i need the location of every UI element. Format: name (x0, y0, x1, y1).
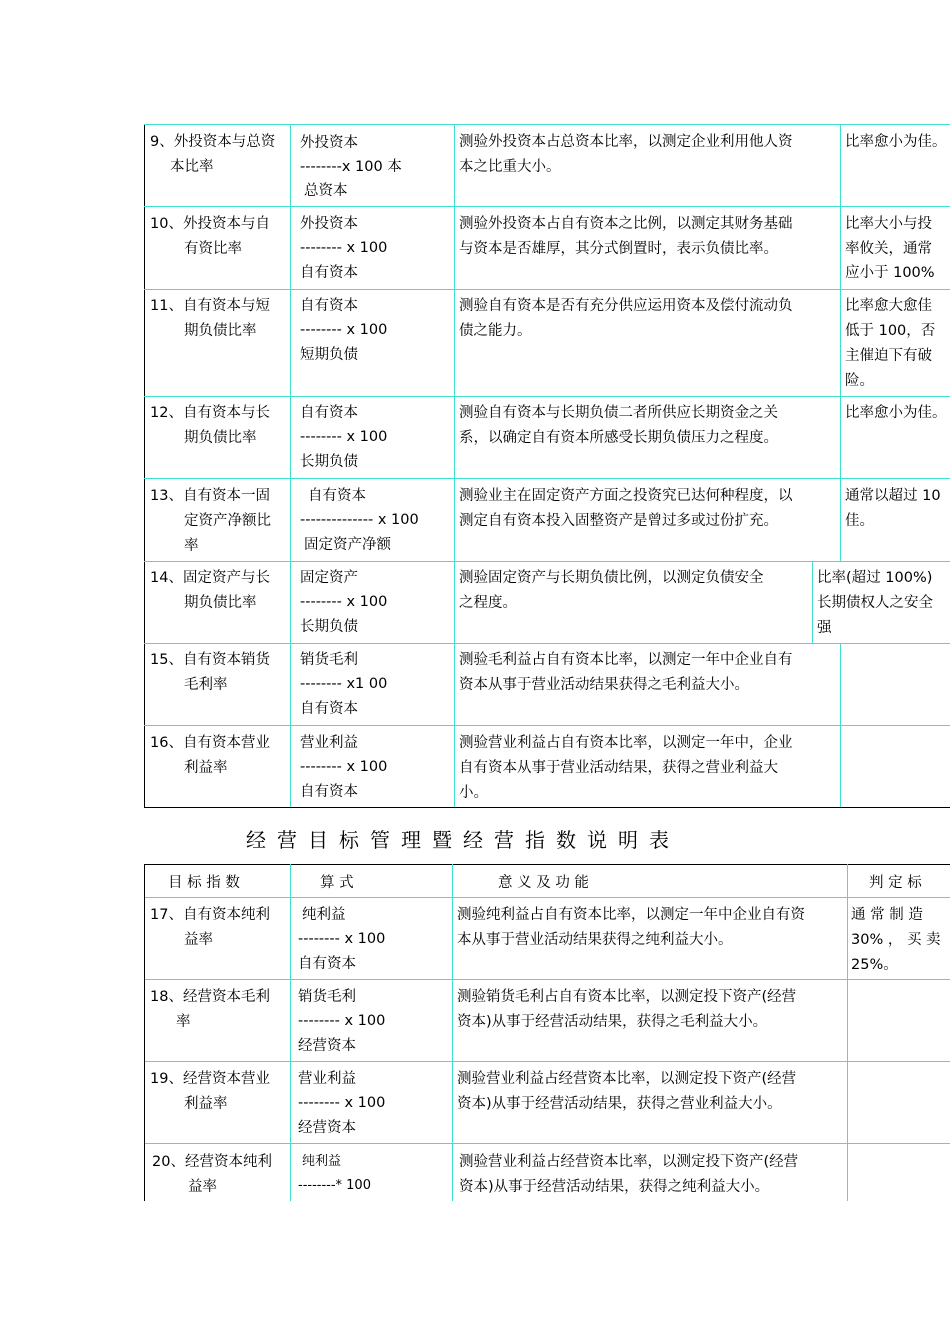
meaning-text: 债之能力。 (459, 323, 532, 339)
meaning-text: 资本)从事于经营活动结果，获得之纯利益大小。 (459, 1179, 770, 1195)
index-name: 18、经营资本毛利 (150, 989, 270, 1005)
meaning-text: 之程度。 (459, 595, 517, 611)
index-name: 20、经营资本纯利 (152, 1154, 272, 1170)
index-name: 10、外投资本与自 (150, 216, 270, 232)
formula-numerator: 自有资本 (300, 298, 358, 314)
meaning-text: 测验毛利益占自有资本比率，以测定一年中企业自有 (459, 652, 793, 668)
judgement-text: 30% ， 买 卖 (851, 932, 941, 948)
judgement-text: 比率(超过 100%) (817, 570, 933, 586)
formula-numerator: 纯利益 (302, 907, 346, 923)
index-name: 定资产净额比 (184, 513, 271, 529)
judgement-text: 比率大小与投 (845, 216, 932, 232)
formula-numerator: 纯利益 (302, 1154, 342, 1169)
formula-line: -------- x 100 (298, 1013, 386, 1029)
formula-denominator: 短期负债 (300, 347, 358, 363)
formula-line: -------- x 100 (300, 594, 388, 610)
formula-denominator: 经营资本 (298, 1038, 356, 1054)
index-name: 11、自有资本与短 (150, 298, 270, 314)
judgement-text: 通常以超过 10 (845, 488, 941, 504)
judgement-text: 强 (817, 620, 832, 636)
formula-line: --------* 100 (298, 1178, 371, 1193)
index-name: 益率 (184, 932, 213, 948)
meaning-text: 测验外投资本占自有资本之比例，以测定其财务基础 (459, 216, 793, 232)
formula-denominator: 总资本 (304, 183, 348, 199)
formula-line: --------x 100 本 (300, 159, 402, 175)
formula-numerator: 外投资本 (300, 135, 358, 151)
index-name: 期负债比率 (184, 323, 257, 339)
formula-denominator: 经营资本 (298, 1120, 356, 1136)
index-name: 毛利率 (184, 677, 228, 693)
meaning-text: 系，以确定自有资本所感受长期负债压力之程度。 (459, 430, 778, 446)
page-title: 经营目标管理暨经营指数说明表 (246, 828, 680, 852)
judgement-text: 险。 (845, 373, 874, 389)
formula-numerator: 营业利益 (300, 735, 358, 751)
index-name: 12、自有资本与长 (150, 405, 270, 421)
meaning-text: 测验自有资本是否有充分供应运用资本及偿付流动负 (459, 298, 793, 314)
formula-line: -------- x 100 (298, 1095, 386, 1111)
formula-line: -------------- x 100 (300, 512, 419, 528)
meaning-text: 自有资本从事于营业活动结果，获得之营业利益大 (459, 760, 778, 776)
meaning-text: 测验自有资本与长期负债二者所供应长期资金之关 (459, 405, 778, 421)
header-judgement: 判 定 标 (869, 875, 922, 891)
header-index: 目 标 指 数 (168, 875, 240, 891)
formula-denominator: 自有资本 (300, 784, 358, 800)
index-name: 16、自有资本营业 (150, 735, 270, 751)
formula-denominator: 长期负债 (300, 619, 358, 635)
meaning-text: 本从事于营业活动结果获得之纯利益大小。 (457, 932, 733, 948)
index-name: 利益率 (184, 760, 228, 776)
index-name: 利益率 (184, 1096, 228, 1112)
formula-line: -------- x 100 (298, 931, 386, 947)
index-name: 期负债比率 (184, 595, 257, 611)
index-name: 19、经营资本营业 (150, 1071, 270, 1087)
meaning-text: 与资本是否雄厚，其分式倒置时，表示负债比率。 (459, 241, 778, 257)
index-name: 率 (176, 1014, 191, 1030)
formula-numerator: 销货毛利 (300, 652, 358, 668)
meaning-text: 测验营业利益占经营资本比率，以测定投下资产(经营 (457, 1071, 797, 1087)
formula-numerator: 营业利益 (298, 1071, 356, 1087)
formula-numerator: 自有资本 (308, 488, 366, 504)
formula-numerator: 自有资本 (300, 405, 358, 421)
judgement-text: 佳。 (845, 513, 874, 529)
judgement-text: 比率愈小为佳。 (845, 134, 947, 150)
judgement-text: 长期债权人之安全 (817, 595, 933, 611)
judgement-text: 通 常 制 造 (851, 907, 923, 923)
formula-denominator: 自有资本 (300, 701, 358, 717)
formula-numerator: 固定资产 (300, 570, 358, 586)
formula-denominator: 自有资本 (300, 265, 358, 281)
index-name: 9、外投资本与总资 (150, 134, 276, 150)
meaning-text: 测验销货毛利占自有资本比率，以测定投下资产(经营 (457, 989, 797, 1005)
meaning-text: 测验纯利益占自有资本比率，以测定一年中企业自有资 (457, 907, 805, 923)
formula-line: -------- x 100 (300, 322, 388, 338)
formula-numerator: 外投资本 (300, 216, 358, 232)
judgement-text: 比率愈大愈佳 (845, 298, 932, 314)
formula-denominator: 固定资产净额 (304, 537, 391, 553)
index-name: 17、自有资本纯利 (150, 907, 270, 923)
formula-line: -------- x 100 (300, 240, 388, 256)
meaning-text: 测验营业利益占经营资本比率，以测定投下资产(经营 (459, 1154, 799, 1170)
header-meaning: 意 义 及 功 能 (498, 875, 589, 891)
formula-line: -------- x 100 (300, 759, 388, 775)
index-name: 率 (184, 538, 199, 554)
meaning-text: 测验固定资产与长期负债比例，以测定负债安全 (459, 570, 764, 586)
meaning-text: 资本)从事于经营活动结果，获得之毛利益大小。 (457, 1014, 768, 1030)
meaning-text: 测验业主在固定资产方面之投资究已达何种程度，以 (459, 488, 793, 504)
judgement-text: 低于 100，否 (845, 323, 936, 339)
judgement-text: 率攸关，通常 (845, 241, 932, 257)
judgement-text: 25%。 (851, 957, 898, 973)
meaning-text: 资本从事于营业活动结果获得之毛利益大小。 (459, 677, 749, 693)
index-name: 益率 (188, 1179, 217, 1195)
header-formula: 算 式 (320, 875, 354, 891)
meaning-text: 本之比重大小。 (459, 159, 561, 175)
meaning-text: 测验外投资本占总资本比率，以测定企业利用他人资 (459, 134, 793, 150)
index-name: 15、自有资本销货 (150, 652, 270, 668)
formula-numerator: 销货毛利 (298, 989, 356, 1005)
meaning-text: 测验营业利益占自有资本比率，以测定一年中，企业 (459, 735, 793, 751)
index-name: 13、自有资本一固 (150, 488, 270, 504)
meaning-text: 小。 (459, 785, 488, 801)
judgement-text: 比率愈小为佳。 (845, 405, 947, 421)
meaning-text: 测定自有资本投入固整资产是曾过多或过份扩充。 (459, 513, 778, 529)
meaning-text: 资本)从事于经营活动结果，获得之营业利益大小。 (457, 1096, 782, 1112)
judgement-text: 主催迫下有破 (845, 348, 932, 364)
index-name: 有资比率 (184, 241, 242, 257)
formula-denominator: 自有资本 (298, 956, 356, 972)
formula-denominator: 长期负债 (300, 454, 358, 470)
index-name: 本比率 (170, 159, 214, 175)
formula-line: -------- x1 00 (300, 676, 388, 692)
index-name: 14、固定资产与长 (150, 570, 270, 586)
index-name: 期负债比率 (184, 430, 257, 446)
formula-line: -------- x 100 (300, 429, 388, 445)
judgement-text: 应小于 100% (845, 265, 935, 281)
